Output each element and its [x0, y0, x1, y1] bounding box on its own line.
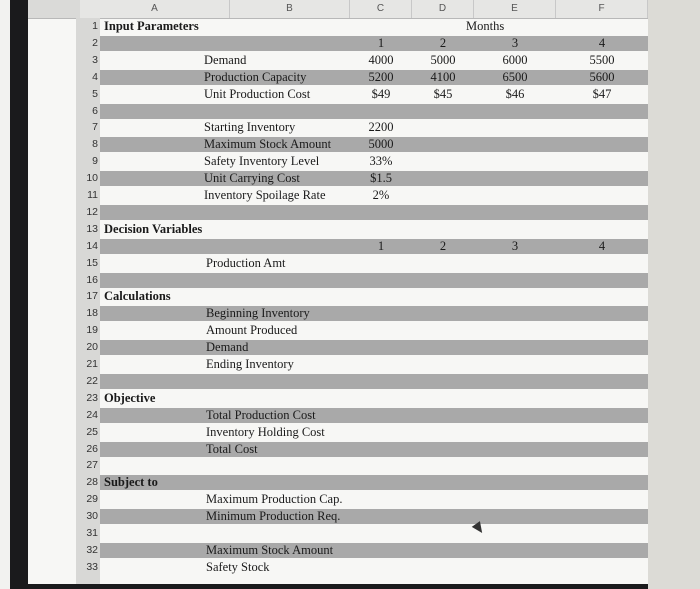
param-value[interactable]: 33% [369, 154, 393, 169]
input-value[interactable]: 5000 [430, 52, 456, 67]
row-band [76, 442, 648, 457]
row-number[interactable]: 19 [86, 324, 98, 337]
row-band [76, 340, 648, 355]
spreadsheet [28, 0, 648, 584]
row-number[interactable]: 22 [86, 374, 98, 387]
input-value[interactable]: 6000 [502, 52, 528, 67]
row-number[interactable]: 20 [86, 341, 98, 354]
row-number[interactable]: 5 [92, 87, 98, 100]
row-band [76, 273, 648, 288]
row-number[interactable]: 11 [87, 189, 98, 201]
input-value[interactable]: 5500 [589, 52, 615, 67]
objective-row-label[interactable]: Total Cost [206, 441, 258, 456]
row-band [76, 374, 648, 389]
row-number[interactable]: 8 [92, 138, 98, 151]
input-value[interactable]: 5200 [368, 69, 394, 84]
param-label[interactable]: Inventory Spoilage Rate [204, 188, 326, 202]
row-number[interactable]: 29 [86, 493, 98, 506]
input-value[interactable]: 5600 [589, 69, 615, 84]
row-number[interactable]: 30 [86, 510, 98, 523]
objective-row-label[interactable]: Total Production Cost [206, 407, 316, 422]
param-value[interactable]: 2% [372, 188, 390, 202]
param-label[interactable]: Starting Inventory [204, 120, 296, 135]
col-header-c[interactable]: C [350, 0, 412, 18]
row-number[interactable]: 21 [86, 358, 98, 370]
row-number[interactable]: 1 [92, 20, 98, 32]
col-header-a[interactable]: A [80, 0, 230, 18]
month-number[interactable]: 1 [377, 35, 385, 50]
constraint-row-label[interactable]: Safety Stock [206, 559, 270, 574]
row-band [76, 543, 648, 558]
input-value[interactable]: $45 [433, 86, 453, 101]
month-number[interactable]: 3 [511, 35, 519, 50]
row-number[interactable]: 28 [86, 476, 98, 489]
input-value[interactable]: $47 [592, 86, 612, 101]
production-amt-label[interactable]: Production Amt [206, 255, 286, 270]
row-number[interactable]: 12 [86, 205, 98, 218]
row-number[interactable]: 4 [92, 70, 98, 83]
row-number[interactable]: 27 [86, 459, 98, 472]
calc-row-label[interactable]: Ending Inventory [206, 357, 294, 371]
constraint-row-label[interactable]: Minimum Production Req. [206, 509, 341, 524]
decision-month-number[interactable]: 4 [598, 238, 606, 253]
row-number[interactable]: 9 [92, 155, 98, 168]
row-number[interactable]: 14 [86, 239, 98, 252]
row-number[interactable]: 15 [86, 256, 98, 269]
row-number[interactable]: 32 [86, 543, 98, 556]
row-number[interactable]: 10 [86, 172, 98, 185]
row-number[interactable]: 33 [86, 560, 98, 573]
input-value[interactable]: 6500 [502, 69, 528, 84]
bottom-dark-edge [28, 584, 648, 589]
month-number[interactable]: 4 [598, 35, 606, 50]
constraint-row-label[interactable]: Maximum Stock Amount [206, 542, 334, 557]
col-header-e[interactable]: E [474, 0, 556, 18]
col-header-d[interactable]: D [412, 0, 474, 18]
row-band [76, 509, 648, 524]
row-number[interactable]: 23 [86, 391, 98, 404]
row-number[interactable]: 13 [86, 222, 98, 235]
input-value[interactable]: $49 [371, 86, 391, 101]
row-band [76, 104, 648, 119]
row-band [76, 306, 648, 321]
decision-month-number[interactable]: 3 [511, 238, 519, 253]
left-dark-edge [10, 0, 28, 589]
calc-row-label[interactable]: Demand [206, 340, 249, 355]
row-band [76, 205, 648, 220]
param-label[interactable]: Safety Inventory Level [204, 154, 320, 169]
right-background [648, 0, 700, 589]
param-value[interactable]: $1.5 [370, 171, 392, 186]
row-number[interactable]: 6 [92, 104, 98, 117]
input-row-label[interactable]: Unit Production Cost [204, 86, 311, 101]
col-header-b[interactable]: B [230, 0, 350, 18]
decision-month-number[interactable]: 2 [439, 238, 447, 253]
input-row-label[interactable]: Demand [204, 52, 247, 67]
row-number[interactable]: 2 [92, 36, 98, 49]
col-header-f[interactable]: F [556, 0, 648, 18]
param-value[interactable]: 5000 [368, 137, 394, 152]
section-decision-variables[interactable]: Decision Variables [104, 221, 203, 236]
row-number[interactable]: 7 [92, 121, 98, 134]
left-bezel [0, 0, 10, 589]
months-header[interactable]: Months [466, 19, 505, 33]
row-band [76, 408, 648, 423]
input-value[interactable]: $46 [505, 86, 525, 101]
column-header-bar [28, 0, 648, 19]
input-row-label[interactable]: Production Capacity [204, 69, 307, 84]
row-band [76, 475, 648, 490]
row-number[interactable]: 18 [86, 307, 98, 320]
row-number[interactable]: 24 [86, 408, 98, 421]
section-calculations[interactable]: Calculations [104, 289, 171, 304]
row-number[interactable]: 16 [86, 273, 98, 286]
param-value[interactable]: 2200 [368, 120, 394, 135]
calc-row-label[interactable]: Beginning Inventory [206, 306, 310, 321]
objective-row-label[interactable]: Inventory Holding Cost [206, 424, 325, 439]
param-label[interactable]: Maximum Stock Amount [204, 137, 332, 152]
input-value[interactable]: 4100 [430, 69, 456, 84]
constraint-row-label[interactable]: Maximum Production Cap. [206, 492, 343, 507]
section-objective[interactable]: Objective [104, 390, 156, 405]
row-number[interactable]: 17 [86, 290, 98, 303]
select-all-corner[interactable] [28, 0, 80, 18]
row-number[interactable]: 31 [86, 527, 98, 539]
row-number[interactable]: 25 [86, 425, 98, 438]
month-number[interactable]: 2 [439, 35, 447, 50]
input-value[interactable]: 4000 [368, 52, 394, 67]
row-number[interactable]: 3 [92, 53, 98, 66]
decision-month-number[interactable]: 1 [377, 238, 385, 253]
section-input-parameters[interactable]: Input Parameters [104, 19, 199, 33]
param-label[interactable]: Unit Carrying Cost [204, 171, 300, 186]
section-subject-to[interactable]: Subject to [104, 475, 158, 490]
row-number[interactable]: 26 [86, 442, 98, 455]
calc-row-label[interactable]: Amount Produced [206, 323, 298, 338]
